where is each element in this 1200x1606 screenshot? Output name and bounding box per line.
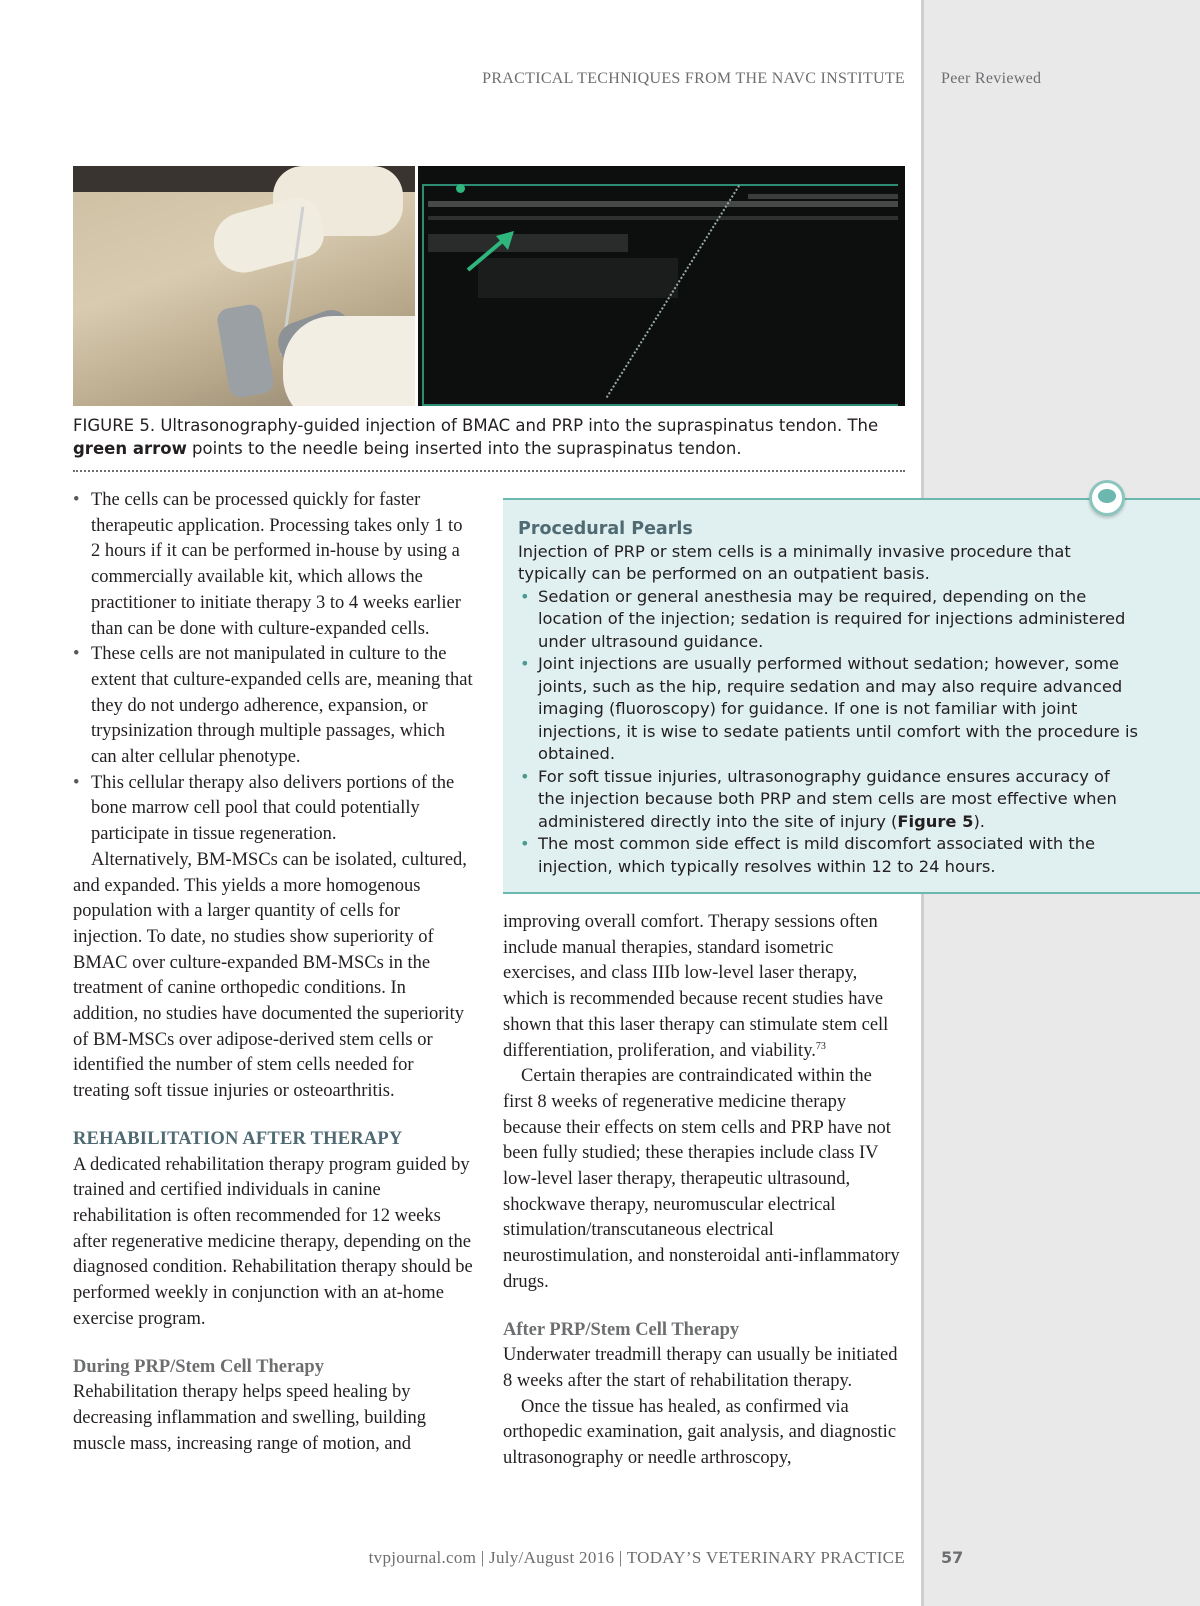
pearls-intro: Injection of PRP or stem cells is a minimally invasive procedure that typically can be performed on an outpatient basis. xyxy=(518,541,1071,583)
caption-tail: points to the needle being inserted into the supraspinatus tendon. xyxy=(186,439,742,458)
list-item: • Sedation or general anesthesia may be required, depending on the location of the injection; sedation is required for injections administered under ultrasound guidance. xyxy=(518,586,1138,654)
caption-bold: green arrow xyxy=(73,439,187,458)
green-arrow-icon xyxy=(462,226,522,276)
procedural-pearls-box xyxy=(503,498,1200,894)
pearls-list xyxy=(518,586,1138,879)
running-header: PRACTICAL TECHNIQUES FROM THE NAVC INSTITUTE xyxy=(482,70,905,87)
list-item: • For soft tissue injuries, ultrasonography guidance ensures accuracy of the injection because both PRP and stem cells are most effective when administered directly into the site of injury (Figure 5). xyxy=(518,766,1138,834)
ultrasound-image xyxy=(418,166,905,406)
paragraph: A dedicated rehabilitation therapy program guided by trained and certified individuals in canine rehabilitation is often recommended for 12 weeks after regenerative medicine therapy, depending on the diagnosed condition. Rehabilitation therapy should be performed weekly in conjunction with an at-home exercise program. xyxy=(73,1154,473,1329)
left-column xyxy=(73,488,473,1457)
figure-caption xyxy=(73,414,905,460)
reference-number: 73 xyxy=(815,1040,826,1052)
speech-bubble-icon xyxy=(1089,480,1125,516)
right-column xyxy=(503,910,903,1472)
paragraph: Rehabilitation therapy helps speed healing by decreasing inflammation and swelling, building muscle mass, increasing range of motion, and xyxy=(73,1382,426,1454)
paragraph: improving overall comfort. Therapy sessions often include manual therapies, standard isometric exercises, and class IIIb low-level laser therapy, which is recommended because recent studies have shown that this laser therapy can stimulate stem cell differentiation, proliferation, and viability.$^{73}$ xyxy=(503,912,889,1061)
ultrasound-probe xyxy=(216,303,276,399)
footer-text: tvpjournal.com | July/August 2016 | TODAY’S VETERINARY PRACTICE xyxy=(368,1548,905,1567)
subsection-heading: During PRP/Stem Cell Therapy xyxy=(73,1356,324,1377)
gloved-hand xyxy=(283,316,415,406)
page-number: 57 xyxy=(941,1548,964,1567)
benefits-list xyxy=(73,488,473,848)
list-item: • The cells can be processed quickly for faster therapeutic application. Processing takes only 1 to 2 hours if it can be performed in-house by using a commercially available kit, which allows the practitioner to initiate therapy 3 to 4 weeks earlier than can be done with culture-expanded cells. xyxy=(73,488,473,642)
divider xyxy=(73,470,905,472)
paragraph: Once the tissue has healed, as confirmed via orthopedic examination, gait analysis, and diagnostic ultrasonography or needle arthroscopy, xyxy=(503,1396,897,1469)
paragraph: Alternatively, BM-MSCs can be isolated, cultured, and expanded. This yields a more homogenous population with a larger quantity of cells for injection. To date, no studies show superiority of BMAC over culture-expanded BM-MSCs in the treatment of canine orthopedic conditions. In addition, no studies have documented the superiority of BM-MSCs over adipose-derived stem cells or identified the number of stem cells needed for treating soft tissue injuries or osteoarthritis. xyxy=(73,849,467,1102)
gloved-hand xyxy=(207,193,329,279)
list-item: • This cellular therapy also delivers portions of the bone marrow cell pool that could potentially participate in tissue regeneration. xyxy=(73,771,473,848)
caption-lead: FIGURE 5. Ultrasonography-guided injection of BMAC and PRP into the supraspinatus tendon. The xyxy=(73,416,879,435)
peer-reviewed-tag: Peer Reviewed xyxy=(941,70,1042,87)
marker-dot xyxy=(456,184,465,193)
list-item: • Joint injections are usually performed without sedation; however, some joints, such as the hip, require sedation and may also require advanced imaging (fluoroscopy) for guidance. If one is not familiar with joint injections, it is wise to sedate patients until comfort with the procedure is obtained. xyxy=(518,653,1138,766)
list-item: • The most common side effect is mild discomfort associated with the injection, which typically resolves within 12 to 24 hours. xyxy=(518,833,1138,878)
procedure-photo xyxy=(73,166,415,406)
pearls-title: Procedural Pearls xyxy=(518,519,693,539)
list-item: • These cells are not manipulated in culture to the extent that culture-expanded cells are, meaning that they do not undergo adherence, expansion, or trypsinization through multiple passages, which can alter cellular phenotype. xyxy=(73,642,473,771)
figure-reference: Figure 5 xyxy=(897,811,974,831)
section-heading: REHABILITATION AFTER THERAPY xyxy=(73,1128,403,1149)
subsection-heading: After PRP/Stem Cell Therapy xyxy=(503,1319,740,1340)
paragraph: Certain therapies are contraindicated within the first 8 weeks of regenerative medicine therapy because their effects on stem cells and PRP have not been fully studied; these therapies include class IV low-level laser therapy, therapeutic ultrasound, shockwave therapy, neuromuscular electrical stimulation/transcutaneous electrical neurostimulation, and nonsteroidal anti-inflammatory drugs. xyxy=(503,1066,900,1292)
paragraph: Underwater treadmill therapy can usually be initiated 8 weeks after the start of rehabilitation therapy. xyxy=(503,1345,898,1391)
